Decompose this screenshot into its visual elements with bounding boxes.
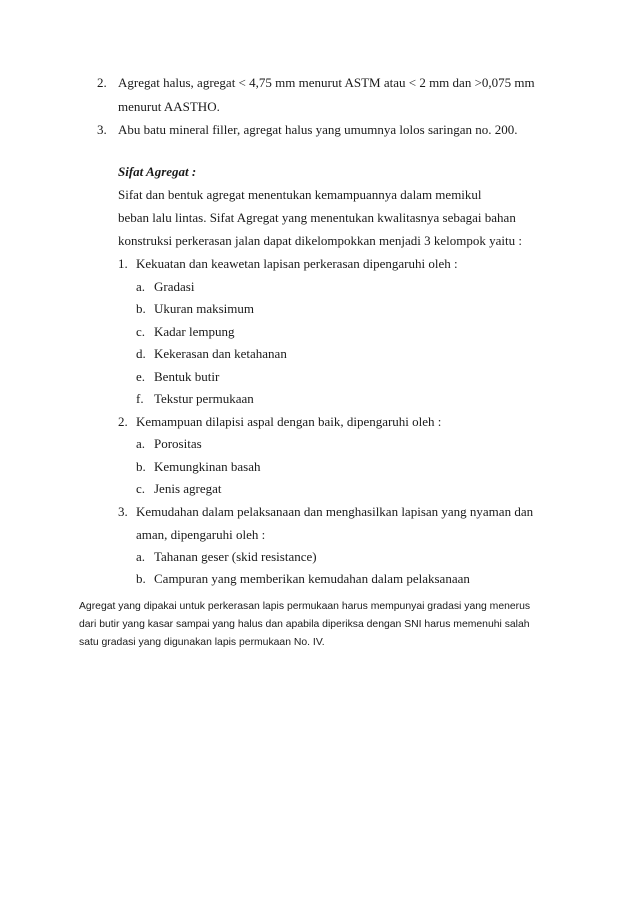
item-letter: a. [136,436,146,451]
item-letter: d. [136,346,146,361]
item-text: Campuran yang memberikan kemudahan dalam pelaksanaan [154,571,470,586]
item-text: Jenis agregat [154,481,222,496]
group-text: aman, dipengaruhi oleh : [136,527,266,542]
item-text: Kemungkinan basah [154,459,261,474]
item-letter: a. [136,279,146,294]
list-text: Abu batu mineral filler, agregat halus yang umumnya lolos saringan no. 200. [118,122,518,137]
item-text: Tekstur permukaan [154,391,254,406]
section-heading: Sifat Agregat : [118,164,197,179]
paragraph-line: satu gradasi yang digunakan lapis permukaan No. IV. [79,637,325,648]
list-text: Agregat halus, agregat < 4,75 mm menurut ASTM atau < 2 mm dan >0,075 mm [118,75,535,90]
item-letter: e. [136,369,146,384]
paragraph-line: Agregat yang dipakai untuk perkerasan lapis permukaan harus mempunyai gradasi yang menerus [79,601,531,612]
item-letter: b. [136,571,146,586]
group-text: Kemampuan dilapisi aspal dengan baik, dipengaruhi oleh : [136,414,442,429]
item-text: Tahanan geser (skid resistance) [154,549,317,564]
item-text: Kekerasan dan ketahanan [154,346,287,361]
item-text: Ukuran maksimum [154,301,255,316]
item-letter: b. [136,301,146,316]
group-number: 1. [118,256,128,271]
item-text: Porositas [154,436,202,451]
group-number: 2. [118,414,128,429]
paragraph-line: dari butir yang kasar sampai yang halus dan apabila diperiksa dengan SNI harus memenuhi salah [79,619,530,630]
list-text: menurut AASTHO. [118,99,220,114]
item-text: Bentuk butir [154,369,220,384]
paragraph-line: Sifat dan bentuk agregat menentukan kemampuannya dalam memikul [118,187,482,202]
group-text: Kekuatan dan keawetan lapisan perkerasan dipengaruhi oleh : [136,256,458,271]
group-text: Kemudahan dalam pelaksanaan dan menghasilkan lapisan yang nyaman dan [136,504,534,519]
list-number: 3. [97,122,107,137]
paragraph-line: beban lalu lintas. Sifat Agregat yang menentukan kwalitasnya sebagai bahan [118,210,516,225]
item-letter: a. [136,549,146,564]
item-letter: c. [136,481,146,496]
item-letter: c. [136,324,146,339]
item-text: Kadar lempung [154,324,235,339]
item-text: Gradasi [154,279,195,294]
list-number: 2. [97,75,107,90]
item-letter: b. [136,459,146,474]
item-letter: f. [136,391,144,406]
paragraph-line: konstruksi perkerasan jalan dapat dikelompokkan menjadi 3 kelompok yaitu : [118,233,522,248]
group-number: 3. [118,504,128,519]
